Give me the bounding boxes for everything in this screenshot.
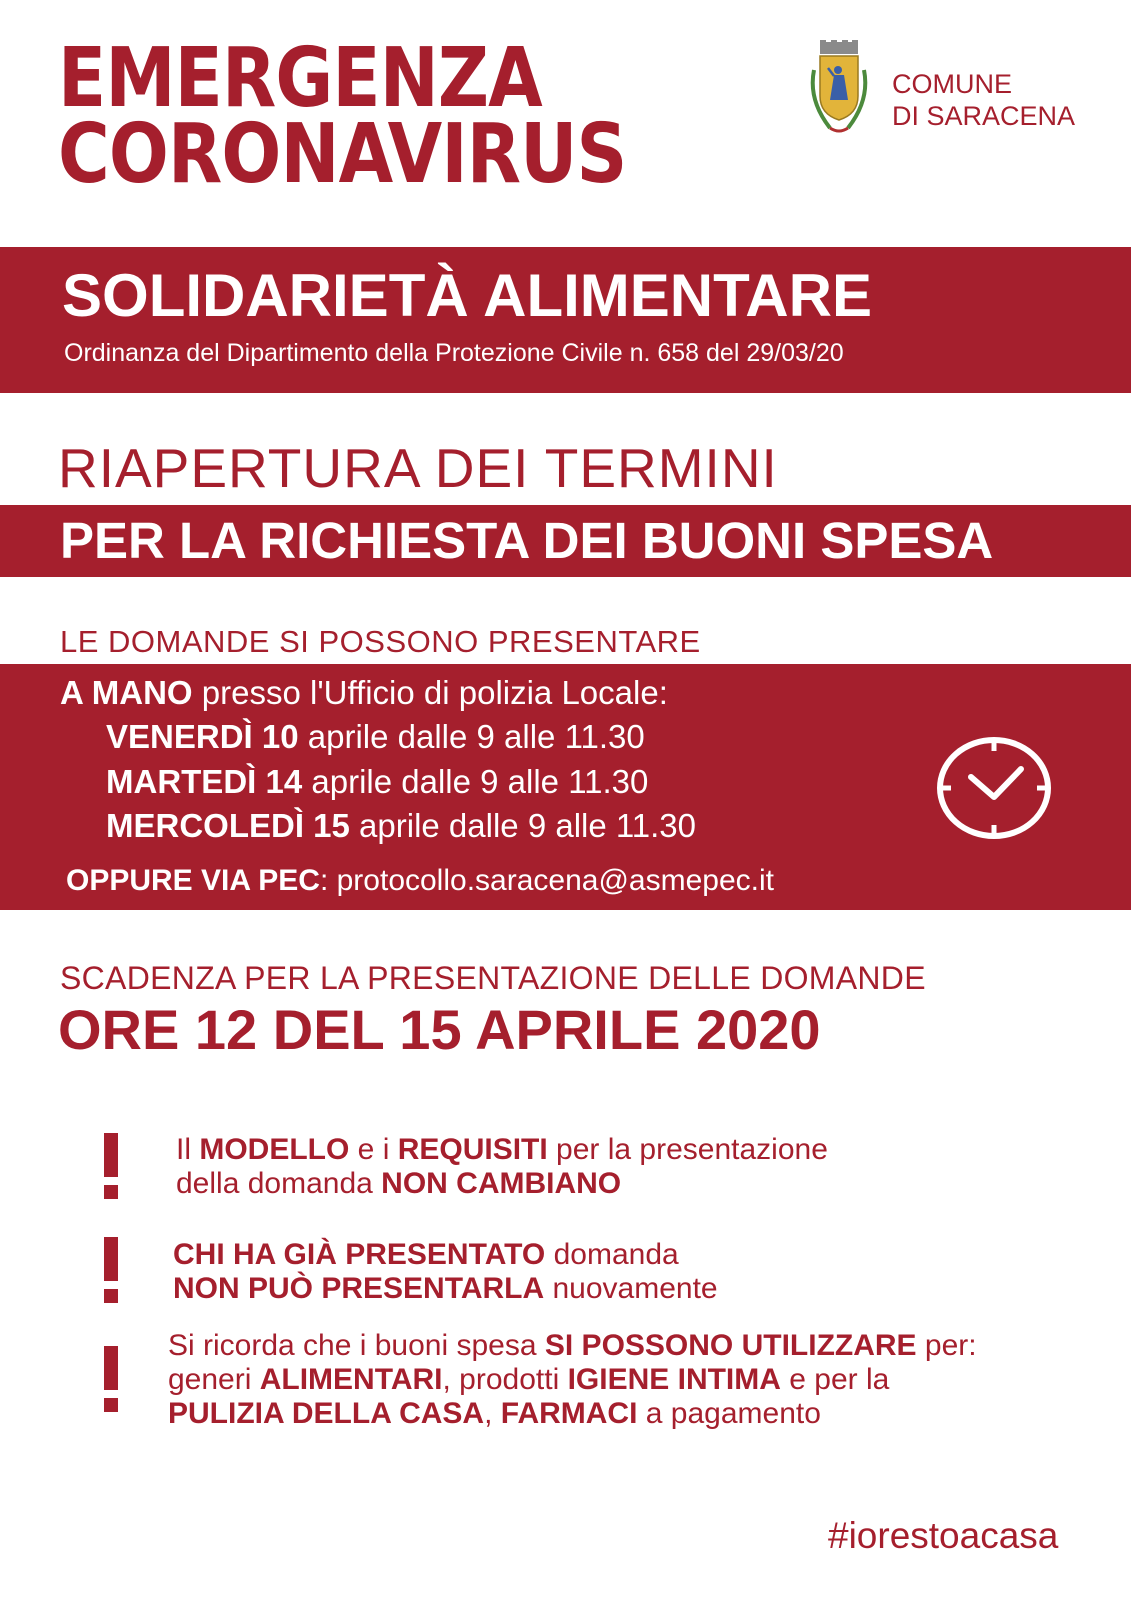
note-line xyxy=(168,1329,977,1363)
comune-line2: DI SARACENA xyxy=(892,101,1076,131)
note-text: e per la xyxy=(780,1363,890,1396)
note-text: Il xyxy=(176,1133,200,1166)
comune-label xyxy=(892,68,1075,132)
note-text: per la presentazione xyxy=(547,1133,828,1166)
comune-line1: COMUNE xyxy=(892,69,1012,99)
note-bold: REQUISITI xyxy=(397,1133,548,1166)
note-chi-ha-presentato xyxy=(173,1238,718,1306)
note-line xyxy=(168,1363,977,1397)
note-bold: PULIZIA DELLA CASA xyxy=(168,1397,485,1430)
deadline-text: ORE 12 DEL 15 APRILE 2020 xyxy=(58,998,821,1061)
hashtag-footer: #iorestoacasa xyxy=(828,1515,1059,1556)
domande-band xyxy=(0,664,1131,910)
note-line xyxy=(176,1133,828,1167)
domande-heading: LE DOMANDE SI POSSONO PRESENTARE xyxy=(60,624,701,659)
note-text: a pagamento xyxy=(637,1397,821,1430)
note-bold: NON PUÒ PRESENTARLA xyxy=(173,1272,545,1305)
note-bold: NON CAMBIANO xyxy=(381,1167,622,1200)
date-day: VENERDÌ 10 xyxy=(106,718,299,755)
a-mano-line xyxy=(60,674,668,712)
note-bold: IGIENE INTIMA xyxy=(567,1363,781,1396)
note-text: e i xyxy=(349,1133,398,1166)
a-mano-bold: A MANO xyxy=(60,674,193,711)
date-time: aprile dalle 9 alle 11.30 xyxy=(349,807,697,844)
note-bold: MODELLO xyxy=(199,1133,350,1166)
solidarieta-title: SOLIDARIETÀ ALIMENTARE xyxy=(62,262,872,329)
scadenza-heading: SCADENZA PER LA PRESENTAZIONE DELLE DOMANDE xyxy=(60,960,926,996)
ordinanza-subtitle: Ordinanza del Dipartimento della Protezione Civile n. 658 del 29/03/20 xyxy=(64,339,844,367)
note-line xyxy=(176,1167,828,1201)
date-line xyxy=(106,807,696,845)
note-bold: FARMACI xyxy=(500,1397,638,1430)
buoni-spesa-band xyxy=(0,505,1131,577)
note-text: domanda xyxy=(545,1238,679,1271)
pec-line xyxy=(66,864,774,898)
date-line xyxy=(106,718,645,756)
note-modello-requisiti xyxy=(176,1133,828,1201)
saracena-coat-of-arms-icon xyxy=(804,40,874,140)
date-time: aprile dalle 9 alle 11.30 xyxy=(302,763,649,800)
note-bold: CHI HA GIÀ PRESENTATO xyxy=(173,1238,546,1271)
date-time: aprile dalle 9 alle 11.30 xyxy=(298,718,645,755)
a-mano-rest: presso l'Ufficio di polizia Locale: xyxy=(192,674,668,711)
note-line xyxy=(173,1238,718,1272)
note-utilizzo-buoni xyxy=(168,1329,977,1431)
note-line xyxy=(168,1397,977,1431)
title-coronavirus: CORONAVIRUS xyxy=(58,107,627,202)
riapertura-heading: RIAPERTURA DEI TERMINI xyxy=(58,437,778,499)
date-line xyxy=(106,763,648,801)
note-text: nuovamente xyxy=(544,1272,718,1305)
note-text: della domanda xyxy=(176,1167,382,1200)
date-day: MARTEDÌ 14 xyxy=(106,763,303,800)
buoni-spesa-heading: PER LA RICHIESTA DEI BUONI SPESA xyxy=(60,512,994,569)
note-bold: ALIMENTARI xyxy=(259,1363,443,1396)
note-text: generi xyxy=(168,1363,260,1396)
note-text: , prodotti xyxy=(442,1363,568,1396)
solidarieta-band xyxy=(0,247,1131,393)
note-text: per: xyxy=(916,1329,977,1362)
title-emergenza: EMERGENZA xyxy=(58,31,542,126)
clock-icon xyxy=(935,735,1053,841)
note-text: , xyxy=(484,1397,501,1430)
pec-bold: OPPURE VIA PEC xyxy=(66,864,320,897)
note-bold: SI POSSONO UTILIZZARE xyxy=(544,1329,917,1362)
pec-address: : protocollo.saracena@asmepec.it xyxy=(319,864,774,897)
note-line xyxy=(173,1272,718,1306)
date-day: MERCOLEDÌ 15 xyxy=(106,807,350,844)
note-text: Si ricorda che i buoni spesa xyxy=(168,1329,545,1362)
